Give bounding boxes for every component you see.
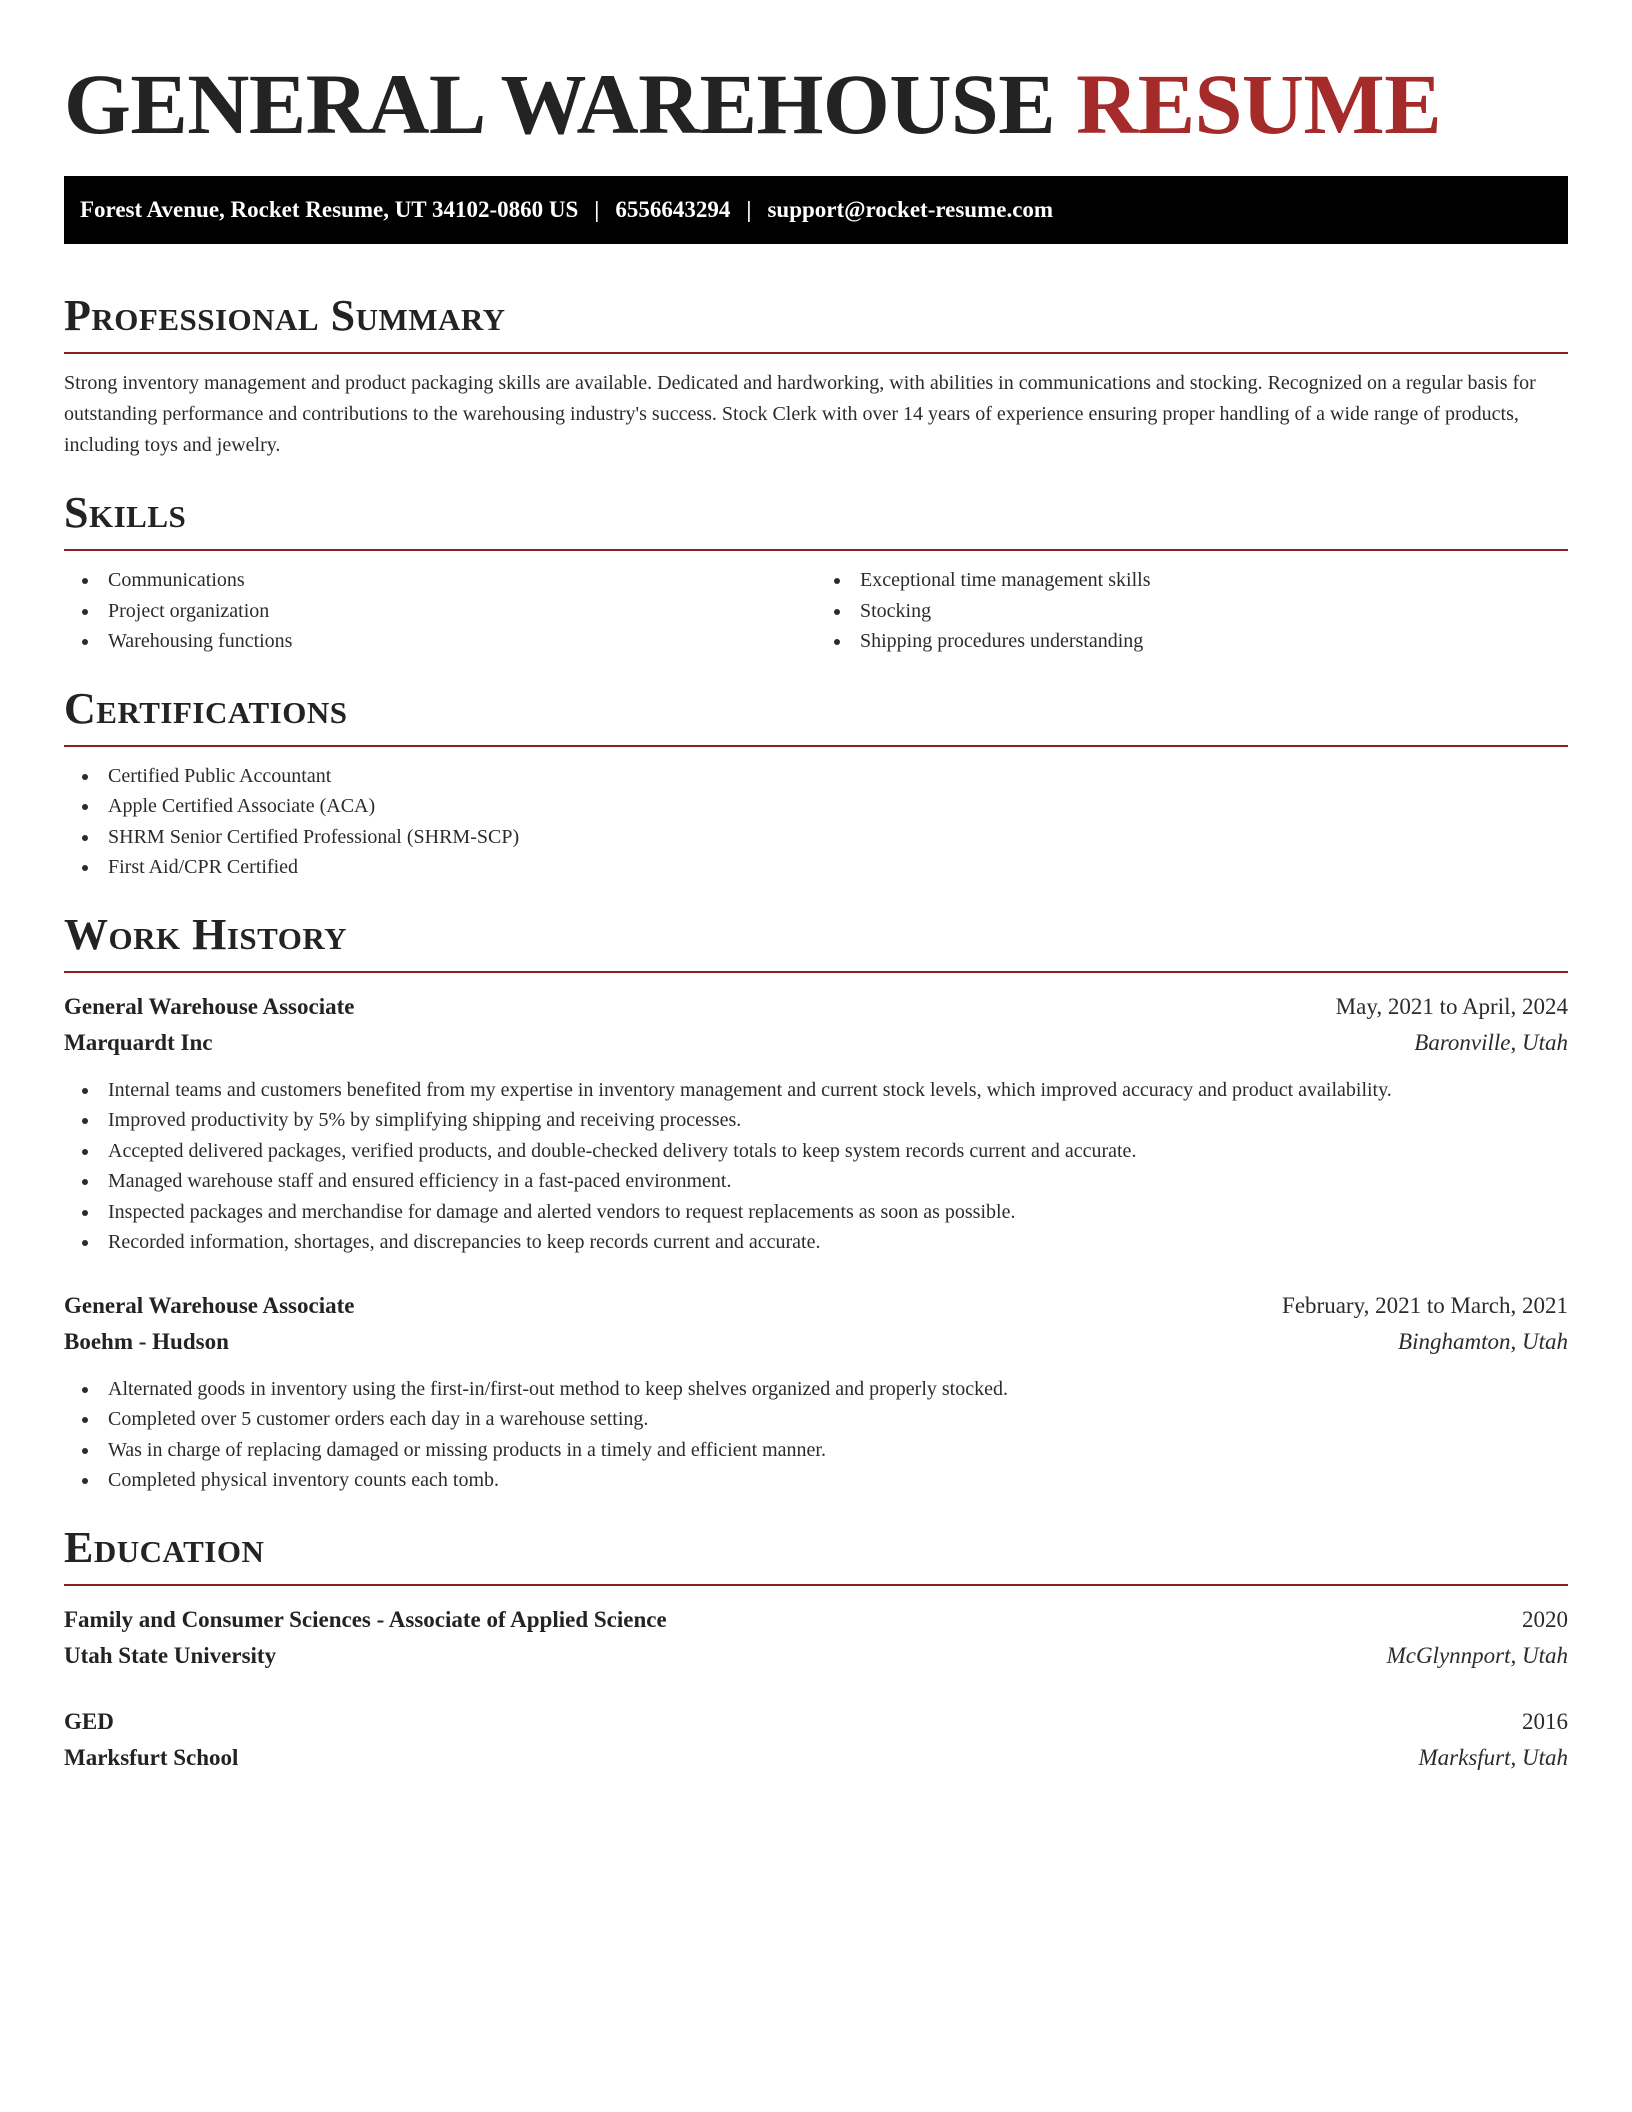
job-duty: Alternated goods in inventory using the first-in/first-out method to keep shelves organized and properly stocked. bbox=[64, 1374, 1568, 1405]
job-company-row bbox=[64, 1324, 1568, 1360]
contact-separator: | bbox=[746, 197, 752, 222]
certification-item: Certified Public Accountant bbox=[64, 761, 1568, 792]
job-duties bbox=[64, 1075, 1568, 1258]
education-school: Utah State University bbox=[64, 1642, 277, 1668]
education-degree: Family and Consumer Sciences - Associate of Applied Science bbox=[64, 1606, 667, 1632]
section-heading-certifications: Certifications bbox=[64, 683, 348, 733]
skill-item: Stocking bbox=[816, 596, 1568, 627]
education-location: McGlynnport, Utah bbox=[1386, 1642, 1568, 1668]
certification-item: SHRM Senior Certified Professional (SHRM-SCP) bbox=[64, 822, 1568, 853]
title-accent: RESUME bbox=[1076, 56, 1442, 152]
certification-item: First Aid/CPR Certified bbox=[64, 852, 1568, 883]
contact-bar bbox=[64, 176, 1568, 244]
job-duty: Accepted delivered packages, verified products, and double-checked delivery totals to keep system records current and accurate. bbox=[64, 1136, 1568, 1167]
job-duty: Inspected packages and merchandise for damage and alerted vendors to request replacements as soon as possible. bbox=[64, 1197, 1568, 1228]
section-heading-summary: Professional Summary bbox=[64, 291, 506, 340]
contact-address: Forest Avenue, Rocket Resume, UT 34102-0860 US bbox=[80, 197, 579, 222]
contact-email: support@rocket-resume.com bbox=[767, 197, 1054, 222]
summary-text: Strong inventory management and product packaging skills are available. Dedicated and hardworking, with abilities in communications and stocking. Recognized on a regular basis for outstanding performance and contributions to the warehousing industry's success. Stock Clerk with over 14 years of experience ensuring proper handling of a wide range of products, including toys and jewelry. bbox=[64, 372, 1536, 456]
job-duty: Was in charge of replacing damaged or missing products in a timely and efficient manner. bbox=[64, 1435, 1568, 1466]
education-entry bbox=[64, 1704, 1568, 1776]
job-location: Baronville, Utah bbox=[1414, 1029, 1568, 1055]
certifications-list bbox=[64, 761, 1568, 883]
education-location: Marksfurt, Utah bbox=[1418, 1744, 1568, 1770]
job-entry bbox=[64, 1288, 1568, 1496]
education-year: 2016 bbox=[1522, 1708, 1568, 1734]
job-duty: Completed physical inventory counts each tomb. bbox=[64, 1465, 1568, 1496]
education-degree-row bbox=[64, 1704, 1568, 1740]
education-year: 2020 bbox=[1522, 1606, 1568, 1632]
section-divider bbox=[64, 352, 1568, 354]
job-header-row bbox=[64, 1288, 1568, 1324]
job-company: Boehm - Hudson bbox=[64, 1328, 229, 1354]
skills-list-right bbox=[816, 565, 1568, 657]
job-header-row bbox=[64, 989, 1568, 1025]
education-entry bbox=[64, 1602, 1568, 1674]
section-heading-education: Education bbox=[64, 1522, 265, 1572]
education-school-row bbox=[64, 1740, 1568, 1776]
skill-item: Exceptional time management skills bbox=[816, 565, 1568, 596]
education-school-row bbox=[64, 1638, 1568, 1674]
education-degree-row bbox=[64, 1602, 1568, 1638]
job-duty: Improved productivity by 5% by simplifying shipping and receiving processes. bbox=[64, 1105, 1568, 1136]
job-entry bbox=[64, 989, 1568, 1258]
job-dates: February, 2021 to March, 2021 bbox=[1282, 1292, 1568, 1318]
job-duty: Recorded information, shortages, and discrepancies to keep records current and accurate. bbox=[64, 1227, 1568, 1258]
section-heading-skills: Skills bbox=[64, 488, 187, 537]
education-section bbox=[64, 1522, 1568, 1776]
education-degree: GED bbox=[64, 1708, 114, 1734]
job-duties bbox=[64, 1374, 1568, 1496]
certification-item: Apple Certified Associate (ACA) bbox=[64, 791, 1568, 822]
contact-phone: 6556643294 bbox=[615, 197, 731, 222]
skills-section bbox=[64, 487, 1568, 657]
job-location: Binghamton, Utah bbox=[1398, 1328, 1568, 1354]
job-duty: Completed over 5 customer orders each day in a warehouse setting. bbox=[64, 1404, 1568, 1435]
job-dates: May, 2021 to April, 2024 bbox=[1335, 993, 1568, 1019]
certifications-section bbox=[64, 683, 1568, 883]
job-company: Marquardt Inc bbox=[64, 1029, 213, 1055]
title-main: GENERAL WAREHOUSE bbox=[64, 56, 1056, 152]
section-divider bbox=[64, 549, 1568, 551]
skills-list-left bbox=[64, 565, 816, 657]
section-heading-work: Work History bbox=[64, 909, 348, 959]
summary-section bbox=[64, 290, 1568, 461]
resume-title bbox=[64, 54, 1568, 154]
section-divider bbox=[64, 745, 1568, 747]
section-divider bbox=[64, 1584, 1568, 1586]
job-title: General Warehouse Associate bbox=[64, 1292, 355, 1318]
skill-item: Project organization bbox=[64, 596, 816, 627]
skill-item: Communications bbox=[64, 565, 816, 596]
job-company-row bbox=[64, 1025, 1568, 1061]
job-duty: Internal teams and customers benefited from my expertise in inventory management and current stock levels, which improved accuracy and product availability. bbox=[64, 1075, 1568, 1106]
skill-item: Shipping procedures understanding bbox=[816, 626, 1568, 657]
job-title: General Warehouse Associate bbox=[64, 993, 355, 1019]
work-history-section bbox=[64, 909, 1568, 1496]
section-divider bbox=[64, 971, 1568, 973]
job-duty: Managed warehouse staff and ensured efficiency in a fast-paced environment. bbox=[64, 1166, 1568, 1197]
skill-item: Warehousing functions bbox=[64, 626, 816, 657]
contact-separator: | bbox=[594, 197, 600, 222]
education-school: Marksfurt School bbox=[64, 1744, 239, 1770]
skills-grid bbox=[64, 565, 1568, 657]
